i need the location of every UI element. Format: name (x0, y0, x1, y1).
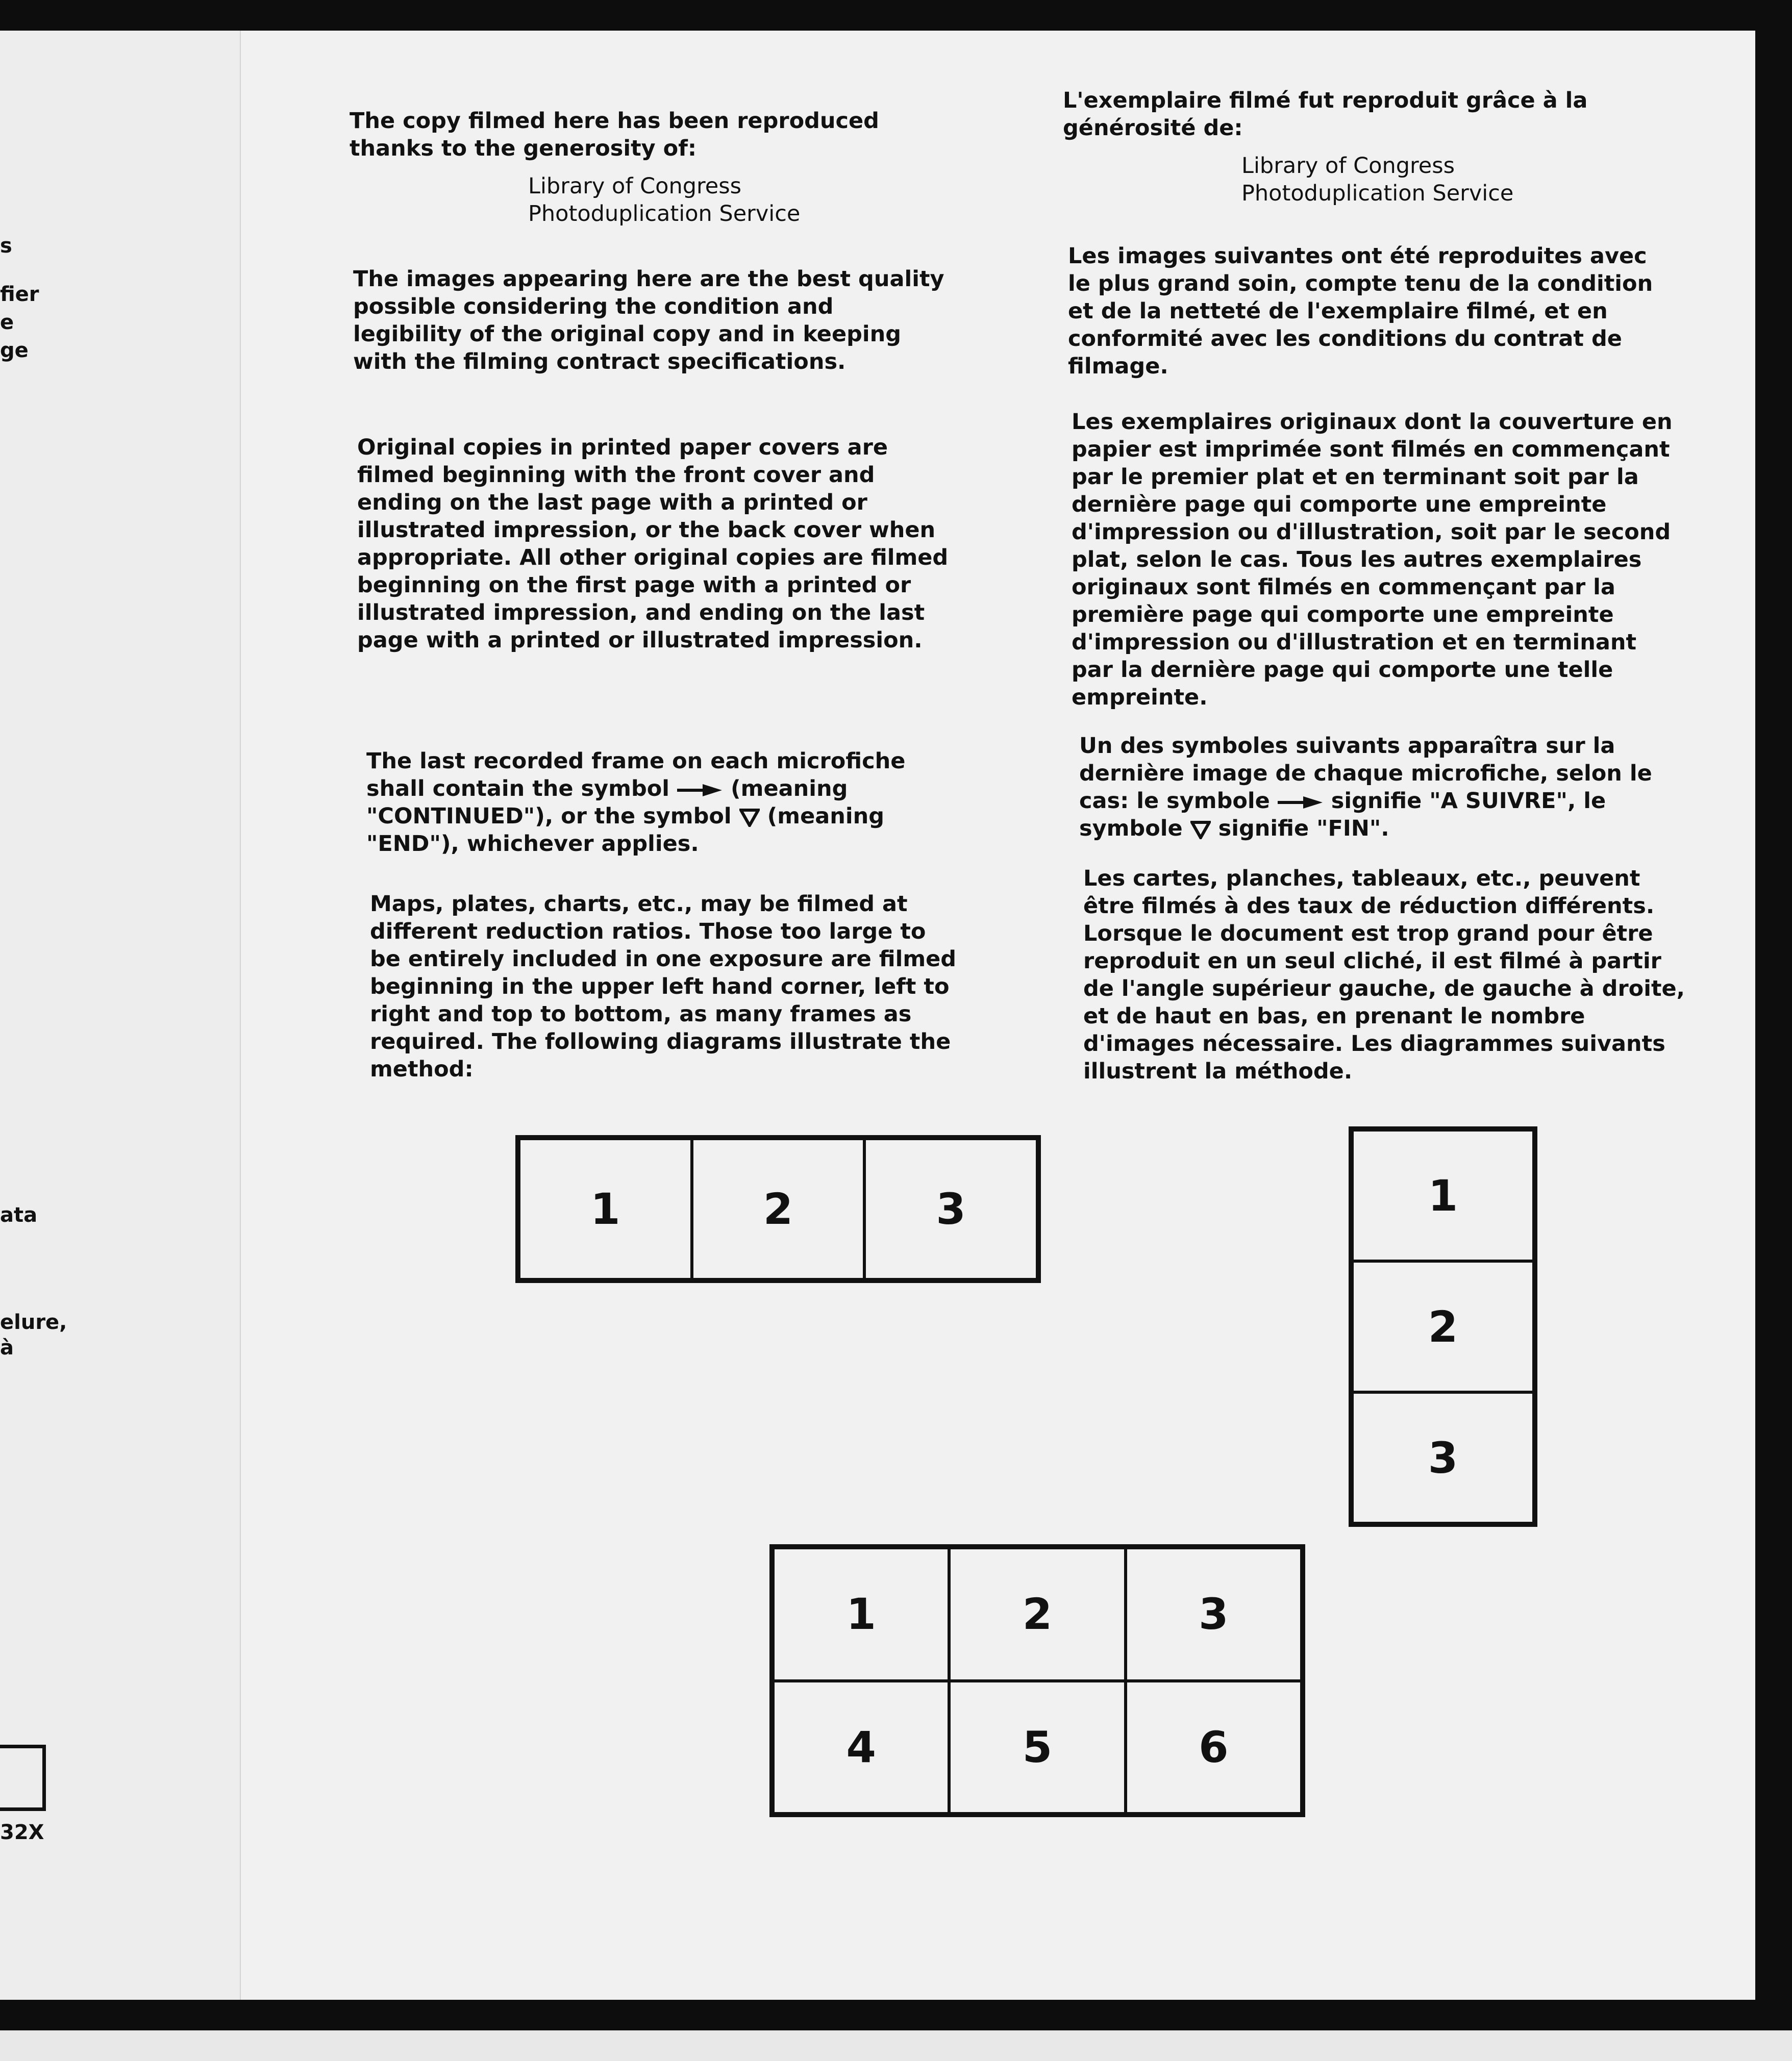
english-symbol-text-b: (meaning "CONTINUED"), or the symbol (366, 776, 848, 829)
diagram-row (515, 1135, 1041, 1283)
french-symbol-paragraph (1079, 732, 1681, 842)
down-triangle-icon (1190, 821, 1211, 839)
diagram-grid-frame: 1 (773, 1548, 949, 1681)
english-quality-paragraph: The images appearing here are the best quality possible considering the condition and legibility of the original copy and in keeping with the filming contract specifications. (353, 266, 944, 374)
french-column (1063, 87, 1665, 207)
diagram-row-frame: 3 (864, 1139, 1037, 1279)
english-covers-paragraph: Original copies in printed paper covers are filmed beginning with the front cover and ending on the last page with a printed or illustrated impression, or the back cover when appropriate. All other original copies are filmed beginning on the first page with a printed or illustrated impression, and ending on the last page with a printed or illustrated impression. (357, 435, 949, 653)
right-arrow-icon (677, 783, 723, 798)
english-library-service: Photoduplication Service (528, 201, 801, 227)
strip-box (0, 1745, 46, 1811)
diagram-grid-frame: 2 (949, 1548, 1125, 1681)
english-intro: The copy filmed here has been reproduced thanks to the generosity of: (350, 108, 879, 161)
diagram-grid-frame: 5 (949, 1681, 1125, 1814)
french-intro: L'exemplaire filmé fut reproduit grâce à la générosité de: (1063, 88, 1588, 141)
left-page-strip (0, 31, 241, 2000)
strip-fragment: 32X (0, 1821, 44, 1844)
filmed-page (0, 31, 1755, 2000)
right-arrow-icon (1278, 795, 1324, 810)
french-symbol-text-c: signifie "FIN". (1218, 816, 1389, 841)
diagram-column-frame: 2 (1352, 1261, 1534, 1392)
diagram-grid (769, 1544, 1305, 1817)
diagram-column-frame: 1 (1352, 1130, 1534, 1261)
diagram-column-frame: 3 (1352, 1392, 1534, 1523)
strip-fragment: fier (0, 283, 39, 306)
french-library-service: Photoduplication Service (1241, 181, 1514, 206)
strip-fragment: à (0, 1336, 14, 1360)
english-symbol-text-a: The last recorded frame on each microfiche shall contain the symbol (366, 748, 906, 801)
film-edge (0, 2030, 1792, 2061)
strip-fragment: e (0, 311, 14, 334)
french-maps-paragraph: Les cartes, planches, tableaux, etc., peuvent être filmés à des taux de réduction différents. Lorsque le document est trop grand pour être reproduit en un seul cliché, il est filmé à partir de l'angle supérieur gauche, de gauche à droite, et de haut en bas, en prenant le nombre d'images nécessaire. Les diagrammes suivants illustrent la méthode. (1083, 866, 1685, 1084)
french-symbol-text-a: Un des symboles suivants apparaîtra sur la dernière image de chaque microfiche, selon le cas: le symbole (1079, 733, 1652, 814)
down-triangle-icon (739, 809, 760, 827)
strip-fragment: elure, (0, 1311, 67, 1334)
english-column (350, 107, 941, 228)
french-library-name: Library of Congress (1241, 153, 1455, 179)
strip-fragment: s (0, 234, 12, 258)
diagram-grid-frame: 6 (1126, 1681, 1302, 1814)
english-symbol-paragraph (366, 747, 958, 858)
english-symbol-text-c: (meaning "END"), whichever applies. (366, 803, 885, 857)
diagram-column (1349, 1126, 1537, 1527)
english-maps-paragraph: Maps, plates, charts, etc., may be filmed at different reduction ratios. Those too large to be entirely included in one exposure are filmed beginning in the upper left hand corner, left to right and top to bottom, as many frames as required. The following diagrams illustrate the method: (370, 891, 957, 1082)
english-library-name: Library of Congress (528, 173, 742, 199)
diagram-row-frame: 2 (692, 1139, 865, 1279)
french-covers-paragraph: Les exemplaires originaux dont la couverture en papier est imprimée sont filmés en commençant par le premier plat et en terminant soit par la dernière page qui comporte une empreinte d'impression ou d'illustration, soit par le second plat, selon le cas. Tous les autres exemplaires originaux sont filmés en commençant par la première page qui comporte une empreinte d'impression ou d'illustration et en terminant par la dernière page qui comporte une telle empreinte. (1072, 409, 1673, 710)
strip-fragment: ge (0, 339, 29, 362)
french-symbol-text-b: signifie "A SUIVRE", le symbole (1079, 788, 1606, 841)
diagram-row-frame: 1 (519, 1139, 692, 1279)
strip-fragment: ata (0, 1203, 38, 1227)
diagram-grid-frame: 4 (773, 1681, 949, 1814)
french-quality-paragraph: Les images suivantes ont été reproduites avec le plus grand soin, compte tenu de la condition et de la netteté de l'exemplaire filmé, et en conformité avec les conditions du contrat de filmage. (1068, 243, 1653, 379)
diagram-grid-frame: 3 (1126, 1548, 1302, 1681)
